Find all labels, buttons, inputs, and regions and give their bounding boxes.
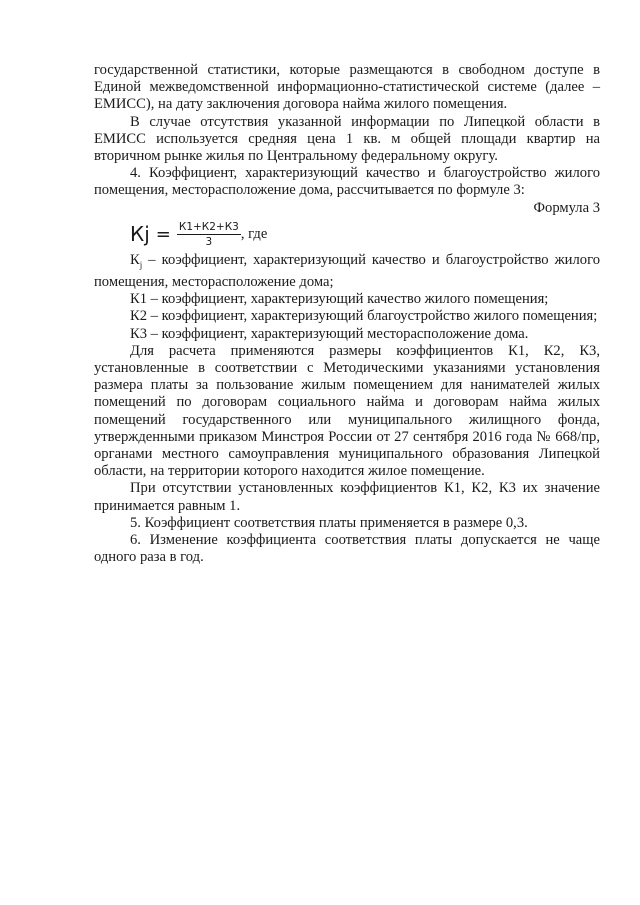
definition-k3: К3 – коэффициент, характеризующий месторасположение дома.: [130, 325, 529, 342]
formula-3: [130, 218, 600, 252]
formula-fraction: [177, 221, 241, 248]
formula-label: Формула 3: [533, 199, 600, 216]
definition-kj-symbol: К: [130, 251, 140, 268]
definition-kj-text: – коэффициент, характеризующий качество и благоустройство жилого помещения, месторасположение дома;: [94, 251, 600, 290]
paragraph-coefficient-sizes: Для расчета применяются размеры коэффициентов К1, К2, К3, установленные в соответствии с Методическими указаниями установления размера платы за пользование жилым помещением для нанимателей жилых помещений по договорам социального найма и договорам найма жилых помещений государственного или муниципального жилищного фонда, утвержденными приказом Минстроя России от 27 сентября 2016 года № 668/пр, органами местного самоуправления муниципального образования Липецкой области, на территории которого находится жилое помещение.: [94, 342, 600, 480]
paragraph-statistics: государственной статистики, которые размещаются в свободном доступе в Единой межведомственной информационно-статистической системе (далее – ЕМИСС), на дату заключения договора найма жилого помещения.: [94, 62, 600, 113]
definition-k2: К2 – коэффициент, характеризующий благоустройство жилого помещения;: [130, 308, 598, 325]
formula-equals: =: [155, 224, 171, 246]
paragraph-item-6: 6. Изменение коэффициента соответствия платы допускается не чаще одного раза в год.: [94, 531, 600, 566]
definition-kj: [94, 252, 600, 291]
definition-kj-subscript: j: [139, 259, 143, 270]
formula-lhs: Кj: [130, 222, 150, 247]
paragraph-item-5: 5. Коэффициент соответствия платы применяется в размере 0,3.: [130, 514, 528, 531]
definition-k1: К1 – коэффициент, характеризующий качество жилого помещения;: [130, 291, 549, 308]
formula-denominator: 3: [205, 236, 213, 249]
formula-numerator: К1+К2+К3: [178, 221, 239, 234]
paragraph-item-4: 4. Коэффициент, характеризующий качество и благоустройство жилого помещения, месторасположение дома, рассчитывается по формуле 3:: [94, 165, 600, 199]
paragraph-emiss-fallback: В случае отсутствия указанной информации по Липецкой области в ЕМИСС используется средняя цена 1 кв. м общей площади квартир на вторичном рынке жилья по Центральному федеральному округу.: [94, 113, 600, 165]
paragraph-default-value: При отсутствии установленных коэффициентов К1, К2, К3 их значение принимается равным 1.: [94, 480, 600, 514]
formula-suffix: , где: [240, 226, 268, 243]
